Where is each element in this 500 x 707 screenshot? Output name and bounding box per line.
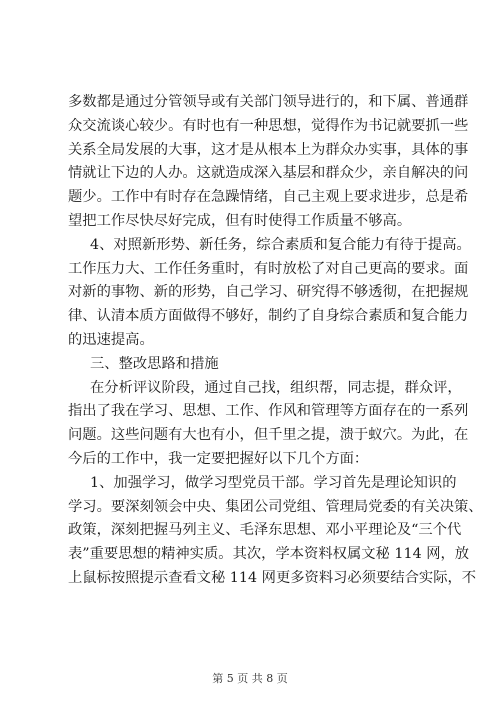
text-line: 对新的事物、新的形势，自己学习、研究得不够透彻，在把握规 xyxy=(68,284,469,301)
text-line: 情就让下边的人办。这就造成深入基层和群众少，亲自解决的问 xyxy=(68,165,469,182)
text-line: 在分析评议阶段，通过自己找，组织帮，同志提，群众评， xyxy=(90,379,462,396)
text-line: 题少。工作中有时存在急躁情绪，自己主观上要求进步，总是希 xyxy=(68,189,469,206)
page-footer: 第 5 页 共 8 页 xyxy=(212,672,288,685)
text-line: 政策，深刻把握马列主义、毛泽东思想、邓小平理论及“三个代 xyxy=(68,522,462,539)
text-line: 关系全局发展的大事，这才是从根本上为群众办实事，具体的事 xyxy=(68,141,469,158)
text-line: 问题。这些问题有大也有小，但千里之提，溃于蚁穴。为此，在 xyxy=(68,427,469,444)
text-line: 1、加强学习，做学习型党员干部。学习首先是理论知识的 xyxy=(90,474,457,491)
text-line: 表”重要思想的精神实质。其次，学本资料权属文秘 114 网，放 xyxy=(68,546,470,563)
text-line: 多数都是通过分管领导或有关部门领导进行的，和下属、普通群 xyxy=(68,94,469,110)
text-line: 指出了我在学习、思想、工作、作风和管理等方面存在的一系列 xyxy=(68,403,469,420)
document-body xyxy=(68,91,483,591)
section-heading: 三、整改思路和措施 xyxy=(90,355,219,372)
text-line: 工作压力大、工作任务重时，有时放松了对自己更高的要求。面 xyxy=(68,260,469,277)
text-line: 上鼠标按照提示查看文秘 114 网更多资料习必须要结合实际，不 xyxy=(68,569,477,586)
text-line: 律、认清本质方面做得不够好，制约了自身综合素质和复合能力 xyxy=(68,308,469,325)
text-line: 的迅速提高。 xyxy=(68,331,154,348)
text-line: 众交流谈心较少。有时也有一种思想，觉得作为书记就要抓一些 xyxy=(68,117,469,134)
text-line: 望把工作尽快尽好完成，但有时使得工作质量不够高。 xyxy=(68,212,412,229)
text-line: 4、对照新形势、新任务，综合素质和复合能力有待于提高。 xyxy=(90,236,471,253)
text-line: 今后的工作中，我一定要把握好以下几个方面： xyxy=(68,450,369,467)
text-line: 学习。要深刻领会中央、集团公司党组、管理局党委的有关决策、 xyxy=(68,498,483,515)
